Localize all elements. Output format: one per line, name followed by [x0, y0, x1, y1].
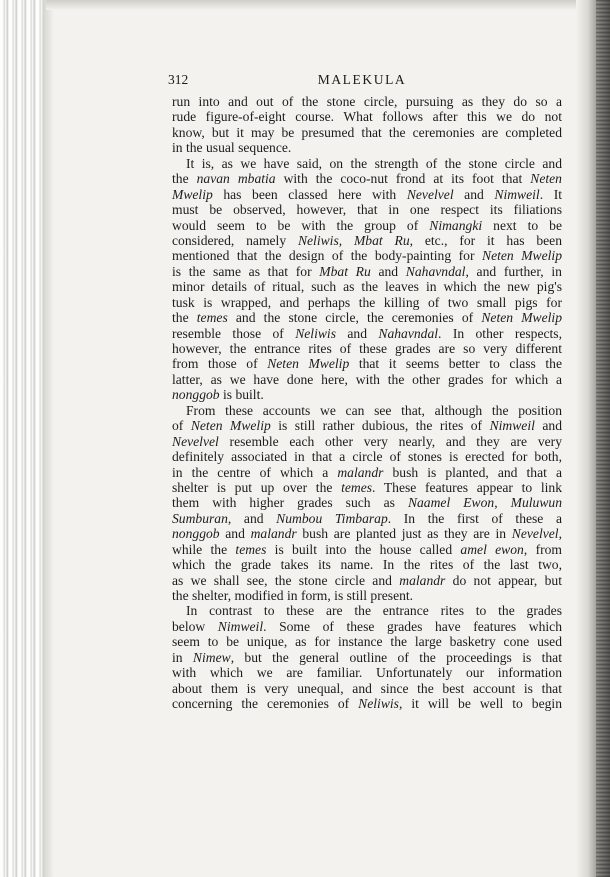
text-line: nonggob and malandr bush are planted just as they are in Nevelvel, — [172, 526, 562, 542]
text-line: mentioned that the design of the body-painting for Neten Mwelip — [172, 248, 562, 264]
top-edge-shadow — [46, 0, 576, 10]
running-head — [162, 72, 562, 94]
text-line: resemble those of Neliwis and Nahavndal. In other respects, — [172, 325, 562, 341]
text-line: Mwelip has been classed here with Nevelvel and Nimweil. It — [172, 186, 562, 202]
text-line: as we shall see, the stone circle and malandr do not appear, but — [172, 572, 562, 588]
text-line: in the usual sequence. — [172, 140, 292, 156]
text-line: Nevelvel resemble each other very nearly, and they are very — [172, 433, 562, 449]
text-line: about them is very unequal, and since the best account is that — [172, 680, 562, 696]
text-line: is the same as that for Mbat Ru and Nahavndal, and further, in — [172, 263, 562, 279]
book-page — [162, 72, 562, 712]
text-line: would seem to be with the group of Nimangki next to be — [172, 217, 562, 233]
text-line: with which we are familiar. Unfortunately our information — [172, 665, 562, 681]
text-line: rude figure-of-eight course. What follows after this we do not — [172, 109, 562, 125]
text-line: seem to be unique, as for instance the large basketry cone used — [172, 634, 562, 650]
text-line: Sumburan, and Numbou Timbarap. In the first of these a — [172, 510, 562, 526]
text-line: considered, namely Neliwis, Mbat Ru, etc., for it has been — [172, 232, 563, 248]
text-line: must be observed, however, that in one respect its filiations — [172, 202, 562, 218]
text-line: while the temes is built into the house called amel ewon, from — [172, 541, 562, 557]
text-line: From these accounts we can see that, although the position — [186, 402, 562, 418]
text-line: shelter is put up over the temes. These features appear to link — [172, 479, 562, 495]
text-line: minor details of ritual, such as the leaves in which the new pig's — [172, 279, 562, 295]
text-line: the shelter, modified in form, is still present. — [172, 588, 414, 603]
text-line: them with higher grades such as Naamel Ewon, Muluwun — [172, 495, 562, 511]
text-line: however, the entrance rites of these grades are so very different — [172, 341, 562, 356]
text-line: It is, as we have said, on the strength of the stone circle and — [186, 155, 562, 171]
text-line: concerning the ceremonies of Neliwis, it will be well to begin — [172, 696, 563, 712]
text-line: know, but it may be presumed that the ceremonies are completed — [172, 124, 562, 140]
text-line: In contrast to these are the entrance rites to the grades — [186, 603, 562, 619]
text-line: in Nimew, but the general outline of the proceedings is that — [172, 649, 562, 665]
running-title: MALEKULA — [317, 72, 407, 87]
gutter-shadow — [44, 0, 54, 877]
text-line: from those of Neten Mwelip that it seems better to class the — [172, 356, 562, 372]
text-line: run into and out of the stone circle, pursuing as they do so a — [172, 94, 562, 109]
text-line: tusk is wrapped, and perhaps the killing of two small pigs for — [172, 294, 562, 310]
text-line: below Nimweil. Some of these grades have features which — [172, 618, 562, 634]
body-text — [162, 94, 562, 712]
text-line: which the grade takes its name. In the rites of the last two, — [172, 557, 562, 573]
text-line: in the centre of which a malandr bush is planted, and that a — [172, 464, 562, 480]
text-line: the temes and the stone circle, the ceremonies of Neten Mwelip — [172, 310, 563, 326]
text-line: of Neten Mwelip is still rather dubious, the rites of Nimweil and — [172, 418, 562, 434]
text-line: the navan mbatia with the coco-nut frond at its foot that Neten — [172, 171, 562, 187]
text-line: latter, as we have done here, with the other grades for which a — [172, 371, 562, 387]
text-line: definitely associated in that a circle of stones is erected for both, — [172, 449, 562, 465]
page-number: 312 — [168, 72, 189, 87]
text-line: nonggob is built. — [172, 387, 264, 403]
book-binding-edge — [0, 0, 46, 877]
right-edge-speckle — [596, 0, 610, 877]
